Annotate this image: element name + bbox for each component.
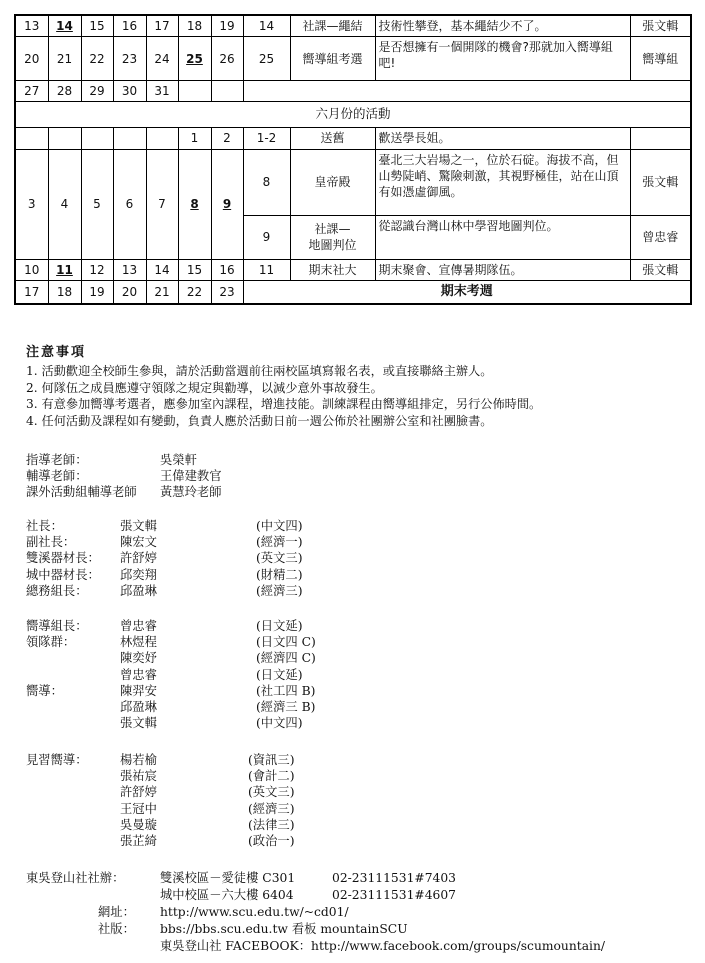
event-leader: 嚮導組	[630, 37, 691, 81]
event-leader: 曾忠睿	[630, 215, 691, 259]
event-name: 期末社大	[290, 259, 375, 280]
event-date: 11	[243, 259, 290, 280]
table-row: 17 18 19 20 21 22 23 期末考週	[15, 280, 691, 304]
note-item: 1. 活動歡迎全校師生參與，請於活動當週前往兩校區填寫報名表，或直接聯絡主辦人。	[26, 363, 493, 378]
event-date: 14	[243, 15, 290, 37]
event-description: 從認識台灣山林中學習地圖判位。	[375, 215, 630, 259]
table-row: 27 28 29 30 31	[15, 81, 691, 102]
table-row: 3 4 5 6 7 8 9 8 皇帝殿 臺北三大岩場之一，位於石碇。海拔不高，但山勢陡峭、驚險刺激，其視野極佳，站在山頂有如憑虛御風。 張文輯	[15, 149, 691, 215]
facebook-link[interactable]: 東吳登山社 FACEBOOK：http://www.facebook.com/groups/scumountain/	[160, 939, 606, 953]
exam-week-label: 期末考週	[243, 280, 691, 304]
event-date: 8	[243, 149, 290, 215]
event-description: 臺北三大岩場之一，位於石碇。海拔不高，但山勢陡峭、驚險刺激，其視野極佳，站在山頂有如憑虛御風。	[375, 149, 630, 215]
event-leader: 張文輯	[630, 149, 691, 215]
table-row: 20 21 22 23 24 25 26 25 嚮導組考選 是否想擁有一個開隊的機會?那就加入嚮導組吧! 嚮導組	[15, 37, 691, 81]
event-leader	[630, 128, 691, 149]
event-description: 歡送學長姐。	[375, 128, 630, 149]
event-description: 期末聚會、宣傳暑期隊伍。	[375, 259, 630, 280]
note-item: 2. 何隊伍之成員應遵守領隊之規定與勸導，以減少意外事故發生。	[26, 380, 383, 395]
june-section-header: 六月份的活動	[15, 102, 691, 128]
notes-section	[26, 345, 686, 430]
event-leader: 張文輯	[630, 15, 691, 37]
note-item: 3. 有意參加嚮導考選者，應參加室內課程，增進技能。訓練課程由嚮導組排定，另行公佈時間。	[26, 397, 542, 412]
event-date: 1-2	[243, 128, 290, 149]
event-name: 社課—繩結	[290, 15, 375, 37]
table-row	[15, 102, 691, 128]
event-date: 25	[243, 37, 290, 81]
document-page: 13 14 15 16 17 18 19 14 社課—繩結 技術性攀登，基本繩結少不了。 張文輯 20 21 22 23 24 25 26 25 嚮導組考選 是否想擁有一個開隊的機會?那就加入嚮導組吧! 嚮導組 27 28 29 30 31 六月份的活動 1 2 1-2 送舊 歡送學長姐。 3 4 5 6 7 8 9 8 皇帝殿 臺北三大岩場之一，位於石碇。海拔不高，但山勢陡峭、驚險刺激，其視野極佳，站在山頂有如憑虛御風。 張文輯 9 社課— 地圖判位 從認識台灣山林中學習地圖判位。 曾忠睿 10 11 12 13 14 15 16 11 期末社大 期末聚會、宣傳暑期隊伍。 張文輯 17 18 19 20 21 22 23 期末考週 注意事項 1. 活動歡迎全校師生參與，請於活動當週前往兩校區填寫報名表，或直接聯絡主辦人。 2. 何隊伍之成員應遵守領隊之規定與勸導，以減少意外事故發生。 3. 有意參加嚮導考選者，應參加室內課程，增進技能。訓練課程由嚮導組排定，另行公佈時間。 4. 任何活動及課程如有變動，負責人應於活動日前一週公佈於社團辦公室和社團臉書。 指導老師： 吳榮軒 輔導老師： 王偉建教官 課外活動組輔導老師 黃慧玲老師 社長： 張文輯 (中文四) 副社長： 陳宏文 (經濟一) 雙溪器材長： 許舒婷 (英文三) 城中器材長： 邱奕翔 (財精二) 總務組長： 邱盈琳 (經濟三) 嚮導組長： 曾忠睿 (日文延) 領隊群： 林煜程 (日文四 C) 陳奕妤 (經濟四 C) 曾忠睿 (日文延) 嚮導： 陳羿安 (社工四 B) 邱盈琳 (經濟三 B) 張文輯 (中文四) 見習嚮導： 楊若榆 (資訊三) 張祐宸 (會計二) 許舒婷 (英文三) 王冠中 (經濟三) 吳曼璇 (法律三) 張芷綺 (政治一) 東吳登山社社辦： 雙溪校區－愛徒樓 C301 02-23111531#7403 城中校區－六大樓 6404 02-23111531#4607 網址： http://www.scu.edu.tw/~cd01/ 社版： bbs://bbs.scu.edu.tw 看板 mountainSCU 東吳登山社 FACEBOOK：http://www.facebook.com/groups/scumountain/	[0, 0, 705, 963]
table-row: 10 11 12 13 14 15 16 11 期末社大 期末聚會、宣傳暑期隊伍。 張文輯	[15, 259, 691, 280]
event-description: 技術性攀登，基本繩結少不了。	[375, 15, 630, 37]
table-row: 13 14 15 16 17 18 19 14 社課—繩結 技術性攀登，基本繩結少不了。 張文輯	[15, 15, 691, 37]
event-description: 是否想擁有一個開隊的機會?那就加入嚮導組吧!	[375, 37, 630, 81]
activity-calendar-table	[14, 14, 692, 305]
note-item: 4. 任何活動及課程如有變動，負責人應於活動日前一週公佈於社團辦公室和社團臉書。	[26, 414, 493, 429]
table-row: 1 2 1-2 送舊 歡送學長姐。	[15, 128, 691, 149]
notes-title: 注意事項	[26, 345, 87, 360]
event-leader: 張文輯	[630, 259, 691, 280]
event-name: 送舊	[290, 128, 375, 149]
event-name: 社課— 地圖判位	[290, 215, 375, 259]
event-name: 皇帝殿	[290, 149, 375, 215]
website-link[interactable]: http://www.scu.edu.tw/~cd01/	[160, 905, 349, 919]
event-date: 9	[243, 215, 290, 259]
bbs-link[interactable]: bbs://bbs.scu.edu.tw 看板 mountainSCU	[160, 922, 408, 936]
event-name: 嚮導組考選	[290, 37, 375, 81]
